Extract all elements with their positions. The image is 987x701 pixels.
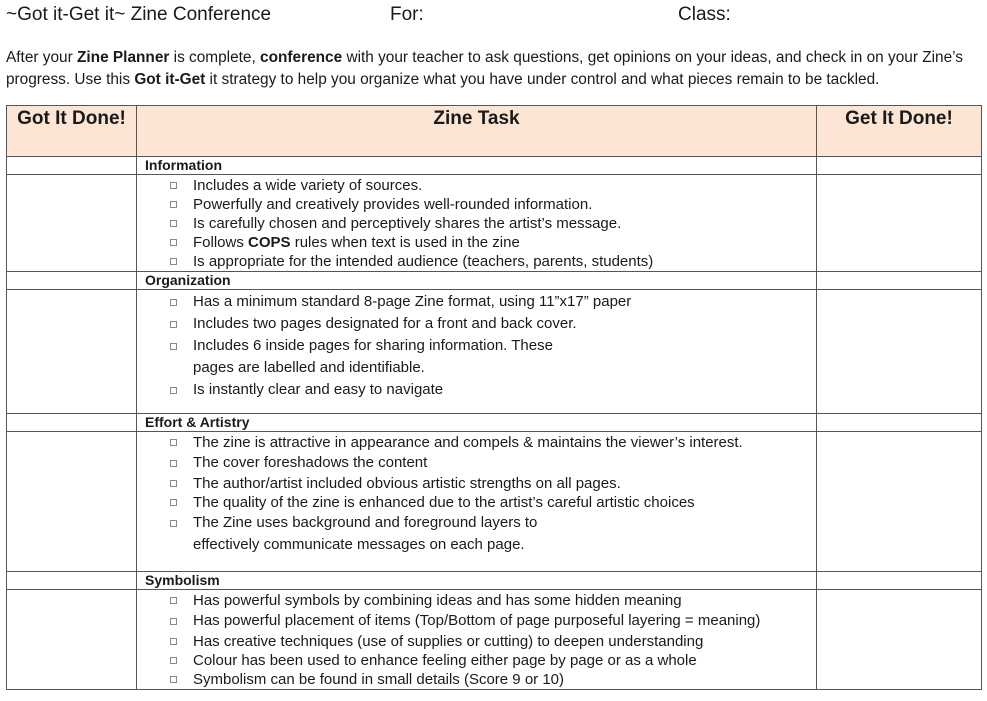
- item-text: Powerfully and creatively provides well-rounded information.: [193, 196, 593, 213]
- header-zine-task: Zine Task: [137, 106, 817, 157]
- list-item: [137, 670, 816, 689]
- section-title-effort-artistry: Effort & Artistry: [137, 414, 817, 432]
- got-it-cell[interactable]: [7, 432, 137, 572]
- item-text: Colour has been used to enhance feeling either page by page or as a whole: [193, 652, 697, 669]
- item-text: Symbolism can be found in small details (Score 9 or 10): [193, 671, 565, 688]
- item-text: Includes 6 inside pages for sharing information. These pages are labelled and identifiable.: [193, 337, 553, 376]
- item-text: Is appropriate for the intended audience (teachers, parents, students): [193, 253, 654, 270]
- list-item: [137, 233, 816, 252]
- intro-bold-got-it-get: Got it-Get: [134, 71, 206, 88]
- list-item: [137, 214, 816, 233]
- get-it-cell[interactable]: [817, 572, 982, 590]
- section-items-row-organization: [7, 290, 982, 414]
- checkbox[interactable]: [170, 597, 177, 604]
- list-item: [137, 335, 816, 379]
- task-cell: [137, 432, 817, 572]
- checkbox[interactable]: [170, 258, 177, 265]
- table-header-row: [7, 106, 982, 157]
- list-item: [137, 176, 816, 195]
- get-it-cell[interactable]: [817, 414, 982, 432]
- section-row-information: [7, 157, 982, 175]
- header-got-it-done: Got It Done!: [7, 106, 137, 157]
- list-item: [137, 313, 816, 335]
- got-it-cell[interactable]: [7, 290, 137, 414]
- document-title: ~Got it-Get it~ Zine Conference: [6, 4, 272, 25]
- document-header: [6, 4, 981, 28]
- item-text: The Zine uses background and foreground layers to effectively communicate messages on each page.: [193, 514, 538, 553]
- list-item: [137, 433, 816, 452]
- list-item: [137, 632, 816, 651]
- list-item: [137, 512, 816, 556]
- checkbox[interactable]: [170, 220, 177, 227]
- item-text: The cover foreshadows the content: [193, 454, 428, 471]
- got-it-cell[interactable]: [7, 590, 137, 690]
- checkbox[interactable]: [170, 480, 177, 487]
- get-it-cell[interactable]: [817, 157, 982, 175]
- task-list: [137, 590, 816, 689]
- item-text: Has powerful placement of items (Top/Bottom of page purposeful layering = meaning): [193, 612, 761, 629]
- rubric-table: [6, 105, 982, 690]
- checkbox[interactable]: [170, 182, 177, 189]
- list-item: [137, 452, 816, 474]
- task-list: [137, 432, 816, 556]
- section-row-organization: [7, 272, 982, 290]
- section-items-row-information: [7, 175, 982, 272]
- section-items-row-symbolism: [7, 590, 982, 690]
- checkbox[interactable]: [170, 343, 177, 350]
- checkbox[interactable]: [170, 387, 177, 394]
- list-item: [137, 651, 816, 670]
- list-item: [137, 591, 816, 610]
- checkbox[interactable]: [170, 520, 177, 527]
- list-item: [137, 195, 816, 214]
- task-list: [137, 290, 816, 401]
- item-text: Follows: [193, 234, 249, 251]
- class-label: Class:: [678, 4, 731, 25]
- item-text: rules when text is used in the zine: [290, 234, 520, 251]
- item-text: Includes two pages designated for a front and back cover.: [193, 315, 577, 332]
- get-it-cell[interactable]: [817, 290, 982, 414]
- item-text: Has a minimum standard 8-page Zine format, using 11”x17” paper: [193, 293, 632, 310]
- section-row-symbolism: [7, 572, 982, 590]
- got-it-cell[interactable]: [7, 272, 137, 290]
- get-it-cell[interactable]: [817, 175, 982, 272]
- intro-text: After your: [6, 49, 77, 66]
- section-title-organization: Organization: [137, 272, 817, 290]
- list-item: [137, 610, 816, 632]
- item-text: The quality of the zine is enhanced due to the artist’s careful artistic choices: [193, 494, 695, 511]
- got-it-cell[interactable]: [7, 414, 137, 432]
- get-it-cell[interactable]: [817, 432, 982, 572]
- for-label: For:: [390, 4, 424, 25]
- item-text: Has creative techniques (use of supplies or cutting) to deepen understanding: [193, 633, 704, 650]
- section-title-symbolism: Symbolism: [137, 572, 817, 590]
- intro-text: is complete,: [169, 49, 261, 66]
- intro-bold-zine-planner: Zine Planner: [77, 49, 170, 66]
- header-get-it-done: Get It Done!: [817, 106, 982, 157]
- get-it-cell[interactable]: [817, 272, 982, 290]
- checkbox[interactable]: [170, 618, 177, 625]
- got-it-cell[interactable]: [7, 157, 137, 175]
- item-text: Includes a wide variety of sources.: [193, 177, 423, 194]
- item-text: The author/artist included obvious artistic strengths on all pages.: [193, 475, 621, 492]
- list-item: [137, 252, 816, 271]
- checkbox[interactable]: [170, 439, 177, 446]
- intro-text: with your teacher to ask questions, get opinions on your ideas, and check in on your Zine’s progress. Use this: [6, 49, 964, 88]
- got-it-cell[interactable]: [7, 572, 137, 590]
- section-row-effort-artistry: [7, 414, 982, 432]
- item-text: Is carefully chosen and perceptively shares the artist’s message.: [193, 215, 622, 232]
- intro-bold-conference: conference: [260, 49, 343, 66]
- item-text: Has powerful symbols by combining ideas and has some hidden meaning: [193, 592, 682, 609]
- list-item: [137, 474, 816, 493]
- checkbox[interactable]: [170, 638, 177, 645]
- checkbox[interactable]: [170, 321, 177, 328]
- intro-text: it strategy to help you organize what you have under control and what pieces remain to be tackled.: [205, 71, 880, 88]
- got-it-cell[interactable]: [7, 175, 137, 272]
- task-cell: [137, 290, 817, 414]
- list-item: [137, 291, 816, 313]
- checkbox[interactable]: [170, 239, 177, 246]
- get-it-cell[interactable]: [817, 590, 982, 690]
- intro-paragraph: [6, 47, 981, 91]
- item-text: Is instantly clear and easy to navigate: [193, 381, 444, 398]
- checkbox[interactable]: [170, 499, 177, 506]
- checkbox[interactable]: [170, 676, 177, 683]
- section-title-information: Information: [137, 157, 817, 175]
- section-items-row-effort-artistry: [7, 432, 982, 572]
- list-item: [137, 379, 816, 401]
- item-text-bold-cops: COPS: [248, 234, 291, 251]
- task-cell: [137, 175, 817, 272]
- task-list: [137, 175, 816, 271]
- checkbox[interactable]: [170, 299, 177, 306]
- list-item: [137, 493, 816, 512]
- checkbox[interactable]: [170, 657, 177, 664]
- checkbox[interactable]: [170, 201, 177, 208]
- item-text: The zine is attractive in appearance and compels & maintains the viewer’s interest.: [193, 434, 743, 451]
- checkbox[interactable]: [170, 460, 177, 467]
- task-cell: [137, 590, 817, 690]
